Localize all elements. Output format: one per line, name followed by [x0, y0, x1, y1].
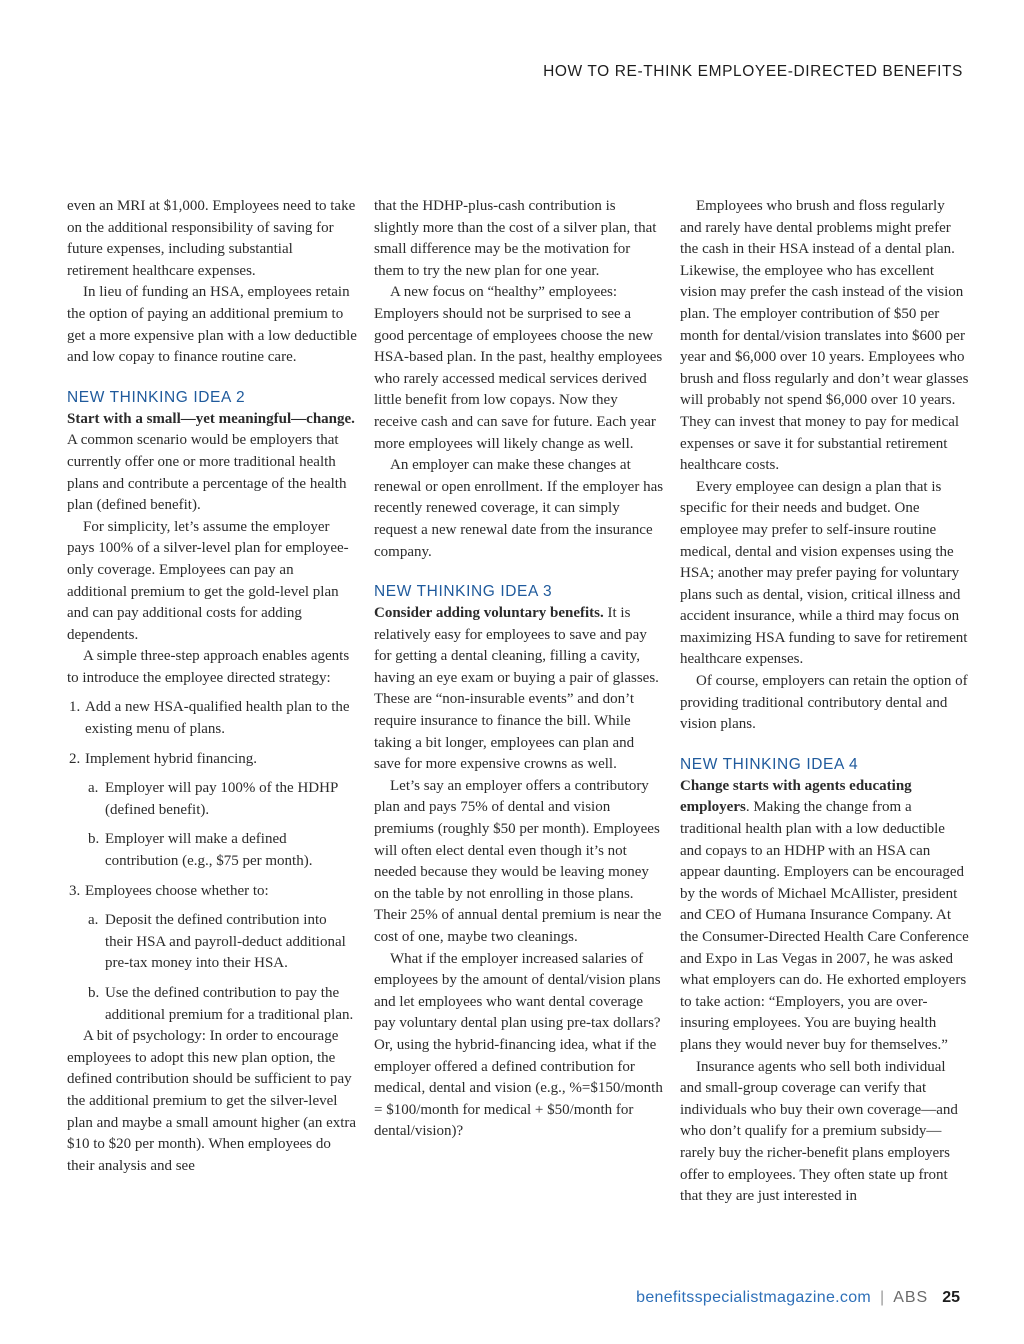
paragraph — [374, 603, 664, 776]
paragraph: Employees who brush and floss regularly and rarely have dental problems might prefer the cash in their HSA instead of a dental plan. Likewise, the employee who has excellent vision may prefer the cash instead of the vision plan. The employer contribution of $50 per month for dental/vision translates into $600 per year and $6,000 over 10 years. Employees who brush and floss regularly and don’t wear glasses will probably not spend $6,000 over 10 years. They can invest that money to pay for medical expenses or save it for substantial retirement healthcare costs. — [680, 198, 969, 474]
list-item-text: Add a new HSA-qualified health plan to the existing menu of plans. — [85, 699, 350, 738]
section-heading-idea-3: NEW THINKING IDEA 3 — [374, 583, 553, 601]
list-item — [67, 881, 357, 903]
paragraph: that the HDHP-plus-cash contribution is slightly more than the cost of a silver plan, that small difference may be the motivation for them to try the new plan for one year. — [374, 198, 657, 279]
sub-list-item — [67, 829, 357, 872]
paragraph-text: . Making the change from a traditional health plan with a low deductible and copays to an HDHP with an HSA can appear daunting. Employers can be encouraged by the words of Michael McAllister, president and CEO of Humana Insurance Company. At the Consumer-Directed Health Care Conference and Expo in Las Vegas in 2007, he was asked what employers can do. He exhorted employers to take action: “Employers, you are over-insuring employees. You are buying health plans they would never buy for themselves.” — [680, 799, 969, 1053]
sub-list-item — [67, 910, 357, 975]
list-marker: a. — [88, 912, 99, 929]
section-heading-idea-4: NEW THINKING IDEA 4 — [680, 755, 859, 773]
paragraph: For simplicity, let’s assume the employer pays 100% of a silver-level plan for employee-only coverage. Employees can pay an additional premium to get the gold-level plan and can pay additional costs for adding dependents. — [67, 518, 349, 643]
paragraph — [680, 776, 970, 1057]
paragraph: Every employee can design a plan that is specific for their needs and budget. One employee may prefer to self-insure routine medical, dental and vision expenses using the HSA; another may prefer paying for voluntary plans such as dental, vision, critical illness and accident insurance, while a third may focus on maximizing HSA funding to save for retirement healthcare expenses. — [680, 478, 968, 668]
list-item-text: Employees choose whether to: — [85, 882, 269, 899]
section-heading-idea-2: NEW THINKING IDEA 2 — [67, 388, 246, 406]
list-marker: a. — [88, 780, 99, 797]
list-item-text: Employer will make a defined contribution (e.g., $75 per month). — [105, 831, 313, 870]
page-footer — [636, 1289, 960, 1307]
footer-magazine-name: ABS — [893, 1289, 929, 1306]
list-marker: 2. — [69, 750, 81, 767]
article-column-2 — [374, 196, 664, 1143]
sub-list-item — [67, 778, 357, 821]
paragraph-text: A common scenario would be employers that currently offer one or more traditional health plans and contribute a percentage of the health plan (defined benefit). — [67, 432, 347, 514]
lead-in-bold: Consider adding voluntary benefits. — [374, 605, 604, 622]
list-item — [67, 697, 357, 740]
paragraph: A simple three-step approach enables agents to introduce the employee directed strategy: — [67, 648, 350, 686]
footer-website-link[interactable]: benefitsspecialistmagazine.com — [636, 1289, 872, 1306]
list-item — [67, 749, 357, 771]
lead-in-bold: Start with a small—yet meaningful—change. — [67, 410, 355, 427]
paragraph: Insurance agents who sell both individual and small-group coverage can verify that individuals who buy their own coverage—and who don’t qualify for a premium subsidy—rarely buy the richer-benefit plans employers offer to employees. They often state up front that they are just interested in — [680, 1058, 958, 1205]
page-number: 25 — [942, 1289, 960, 1306]
running-head-title: HOW TO RE-THINK EMPLOYEE-DIRECTED BENEFITS — [543, 63, 963, 80]
list-item-text: Deposit the defined contribution into their HSA and payroll-deduct additional pre-tax money into their HSA. — [105, 912, 346, 972]
lead-in-bold: Change starts with agents educating employers — [680, 777, 912, 816]
list-marker: b. — [88, 831, 100, 848]
paragraph: A new focus on “healthy” employees: Employers should not be surprised to see a good percentage of employees choose the new HSA-based plan. In the past, healthy employees who rarely accessed medical services derived little benefit from low copays. Now they receive cash and can save for future. Each year more employees will likely change as well. — [374, 284, 663, 452]
paragraph: even an MRI at $1,000. Employees need to take on the additional responsibility of saving for future expenses, including substantial retirement healthcare expenses. — [67, 198, 356, 279]
footer-separator: | — [880, 1289, 885, 1306]
paragraph: A bit of psychology: In order to encourage employees to adopt this new plan option, the defined contribution should be sufficient to pay the additional premium to get the silver-level plan and maybe a small amount higher (an extra $10 to $20 per month). When employees do their analysis and see — [67, 1028, 357, 1174]
paragraph: In lieu of funding an HSA, employees retain the option of paying an additional premium to get a more expensive plan with a low deductible and low copay to finance routine care. — [67, 284, 357, 366]
sub-list-item — [67, 983, 357, 1026]
list-marker: b. — [88, 985, 100, 1001]
paragraph: What if the employer increased salaries of employees by the amount of dental/vision plans and let employees who want dental coverage pay voluntary dental plan using pre-tax dollars? Or, using the hybrid-financing idea, what if the employer offered a defined contribution for medical, dental and vision (e.g., %=$150/month = $100/month for medical + $50/month for dental/vision)? — [374, 950, 663, 1140]
list-marker: 3. — [69, 882, 81, 899]
paragraph: Of course, employers can retain the option of providing traditional contributory dental and vision plans. — [680, 673, 968, 733]
article-column-3 — [680, 196, 970, 1208]
article-column-1 — [67, 196, 357, 1177]
list-item-text: Implement hybrid financing. — [85, 750, 258, 767]
paragraph — [67, 409, 357, 517]
paragraph: Let’s say an employer offers a contributory plan and pays 75% of dental and vision premiums (roughly $50 per month). Employees will often elect dental even though it’s not needed because they would be leaving money on the table by not enrolling in those plans. Their 25% of annual dental premium is near the cost of one, maybe two cleanings. — [374, 777, 662, 945]
list-item-text: Employer will pay 100% of the HDHP (defined benefit). — [105, 780, 338, 818]
list-item-text: Use the defined contribution to pay the additional premium for a traditional plan. — [105, 985, 354, 1023]
list-marker: 1. — [69, 699, 81, 716]
paragraph-text: It is relatively easy for employees to save and pay for getting a dental cleaning, filling a cavity, having an eye exam or buying a pair of glasses. These are “non-insurable events” and don’t require insurance to finance the bill. While taking a bit longer, employees can plan and save for more expensive crowns as well. — [374, 605, 659, 773]
paragraph: An employer can make these changes at renewal or open enrollment. If the employer has recently renewed coverage, it can simply request a new renewal date from the insurance company. — [374, 457, 664, 560]
